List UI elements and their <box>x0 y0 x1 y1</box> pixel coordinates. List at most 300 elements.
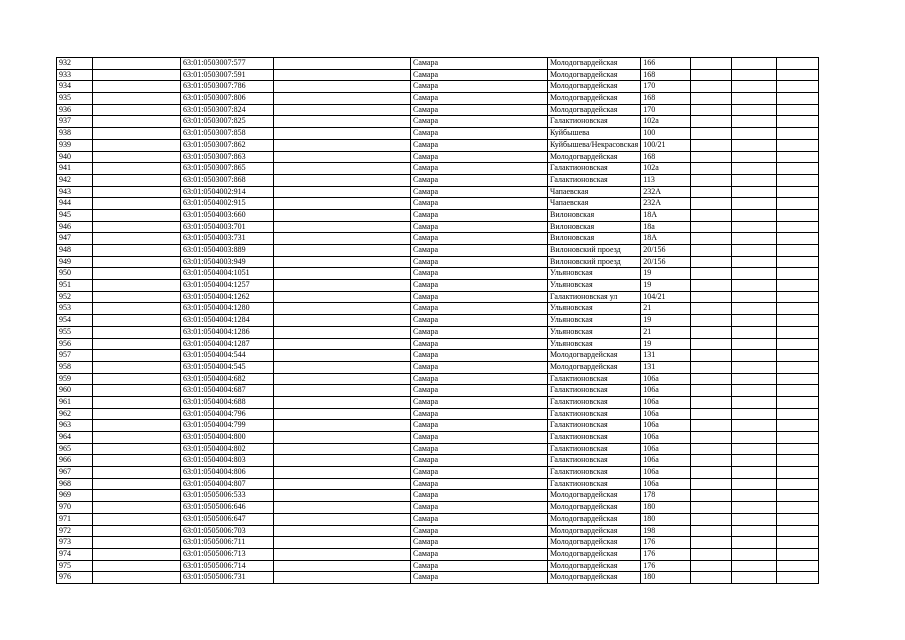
empty-cell <box>93 560 181 572</box>
table-row <box>57 209 819 221</box>
house-number-cell: 131 <box>641 361 691 373</box>
empty-cell <box>777 245 819 257</box>
empty-cell <box>93 361 181 373</box>
empty-cell <box>93 104 181 116</box>
row-number-cell: 950 <box>57 268 93 280</box>
house-number-cell: 168 <box>641 93 691 105</box>
empty-cell <box>691 116 732 128</box>
cadastral-number-cell: 63:01:0504004:545 <box>181 361 274 373</box>
empty-cell <box>274 361 411 373</box>
house-number-cell: 20/156 <box>641 256 691 268</box>
empty-cell <box>691 361 732 373</box>
house-number-cell: 131 <box>641 350 691 362</box>
empty-cell <box>93 513 181 525</box>
empty-cell <box>732 490 777 502</box>
empty-cell <box>274 128 411 140</box>
row-number-cell: 953 <box>57 303 93 315</box>
empty-cell <box>732 537 777 549</box>
house-number-cell: 232А <box>641 198 691 210</box>
street-cell: Молодогвардейская <box>548 69 641 81</box>
empty-cell <box>93 420 181 432</box>
empty-cell <box>691 104 732 116</box>
empty-cell <box>93 58 181 70</box>
street-cell: Галактионовская <box>548 420 641 432</box>
empty-cell <box>274 139 411 151</box>
city-cell: Самара <box>411 116 548 128</box>
empty-cell <box>93 443 181 455</box>
street-cell: Ульяновская <box>548 268 641 280</box>
row-number-cell: 944 <box>57 198 93 210</box>
street-cell: Молодогвардейская <box>548 525 641 537</box>
empty-cell <box>93 373 181 385</box>
street-cell: Галактионовская <box>548 455 641 467</box>
empty-cell <box>732 502 777 514</box>
empty-cell <box>732 385 777 397</box>
house-number-cell: 198 <box>641 525 691 537</box>
street-cell: Молодогвардейская <box>548 361 641 373</box>
empty-cell <box>732 373 777 385</box>
empty-cell <box>93 490 181 502</box>
table-row <box>57 139 819 151</box>
empty-cell <box>732 163 777 175</box>
table-row <box>57 490 819 502</box>
table-row <box>57 467 819 479</box>
empty-cell <box>777 233 819 245</box>
row-number-cell: 975 <box>57 560 93 572</box>
empty-cell <box>732 209 777 221</box>
empty-cell <box>691 198 732 210</box>
row-number-cell: 966 <box>57 455 93 467</box>
row-number-cell: 969 <box>57 490 93 502</box>
table-row <box>57 174 819 186</box>
empty-cell <box>691 455 732 467</box>
cadastral-number-cell: 63:01:0503007:824 <box>181 104 274 116</box>
empty-cell <box>732 525 777 537</box>
street-cell: Молодогвардейская <box>548 104 641 116</box>
empty-cell <box>777 396 819 408</box>
empty-cell <box>732 432 777 444</box>
row-number-cell: 946 <box>57 221 93 233</box>
street-cell: Вилоновская <box>548 221 641 233</box>
cadastral-number-cell: 63:01:0505006:711 <box>181 537 274 549</box>
empty-cell <box>274 537 411 549</box>
house-number-cell: 113 <box>641 174 691 186</box>
empty-cell <box>732 174 777 186</box>
row-number-cell: 964 <box>57 432 93 444</box>
city-cell: Самара <box>411 455 548 467</box>
empty-cell <box>93 315 181 327</box>
empty-cell <box>274 513 411 525</box>
house-number-cell: 176 <box>641 548 691 560</box>
empty-cell <box>777 163 819 175</box>
empty-cell <box>691 432 732 444</box>
empty-cell <box>274 315 411 327</box>
row-number-cell: 936 <box>57 104 93 116</box>
empty-cell <box>777 432 819 444</box>
cadastral-number-cell: 63:01:0504004:799 <box>181 420 274 432</box>
street-cell: Галактионовская <box>548 385 641 397</box>
city-cell: Самара <box>411 478 548 490</box>
empty-cell <box>777 291 819 303</box>
empty-cell <box>274 245 411 257</box>
cadastral-number-cell: 63:01:0504004:803 <box>181 455 274 467</box>
street-cell: Ульяновская <box>548 326 641 338</box>
street-cell: Галактионовская <box>548 174 641 186</box>
table-row <box>57 408 819 420</box>
empty-cell <box>691 163 732 175</box>
city-cell: Самара <box>411 209 548 221</box>
empty-cell <box>691 420 732 432</box>
empty-cell <box>777 443 819 455</box>
empty-cell <box>777 572 819 584</box>
empty-cell <box>93 198 181 210</box>
empty-cell <box>691 525 732 537</box>
table-row <box>57 537 819 549</box>
city-cell: Самара <box>411 513 548 525</box>
cadastral-number-cell: 63:01:0505006:731 <box>181 572 274 584</box>
cadastral-number-cell: 63:01:0504004:682 <box>181 373 274 385</box>
empty-cell <box>691 396 732 408</box>
city-cell: Самара <box>411 350 548 362</box>
empty-cell <box>777 221 819 233</box>
street-cell: Галактионовская <box>548 432 641 444</box>
empty-cell <box>777 315 819 327</box>
city-cell: Самара <box>411 163 548 175</box>
house-number-cell: 19 <box>641 268 691 280</box>
house-number-cell: 178 <box>641 490 691 502</box>
table-row <box>57 93 819 105</box>
street-cell: Молодогвардейская <box>548 502 641 514</box>
city-cell: Самара <box>411 256 548 268</box>
house-number-cell: 180 <box>641 572 691 584</box>
row-number-cell: 957 <box>57 350 93 362</box>
empty-cell <box>732 116 777 128</box>
empty-cell <box>274 478 411 490</box>
empty-cell <box>93 478 181 490</box>
row-number-cell: 960 <box>57 385 93 397</box>
empty-cell <box>274 350 411 362</box>
empty-cell <box>93 163 181 175</box>
house-number-cell: 19 <box>641 315 691 327</box>
table-row <box>57 69 819 81</box>
city-cell: Самара <box>411 151 548 163</box>
empty-cell <box>93 245 181 257</box>
house-number-cell: 104/21 <box>641 291 691 303</box>
empty-cell <box>732 361 777 373</box>
empty-cell <box>691 245 732 257</box>
empty-cell <box>93 350 181 362</box>
empty-cell <box>777 478 819 490</box>
empty-cell <box>691 233 732 245</box>
row-number-cell: 968 <box>57 478 93 490</box>
table-row <box>57 198 819 210</box>
row-number-cell: 976 <box>57 572 93 584</box>
street-cell: Молодогвардейская <box>548 93 641 105</box>
empty-cell <box>691 58 732 70</box>
empty-cell <box>777 104 819 116</box>
cadastral-number-cell: 63:01:0504004:802 <box>181 443 274 455</box>
street-cell: Галактионовская <box>548 373 641 385</box>
empty-cell <box>732 408 777 420</box>
empty-cell <box>274 104 411 116</box>
cadastral-number-cell: 63:01:0504002:914 <box>181 186 274 198</box>
cadastral-number-cell: 63:01:0504004:1280 <box>181 303 274 315</box>
city-cell: Самара <box>411 385 548 397</box>
table-row <box>57 478 819 490</box>
city-cell: Самара <box>411 326 548 338</box>
empty-cell <box>274 186 411 198</box>
table-row <box>57 104 819 116</box>
empty-cell <box>274 560 411 572</box>
table-row <box>57 560 819 572</box>
empty-cell <box>274 221 411 233</box>
empty-cell <box>274 58 411 70</box>
street-cell: Молодогвардейская <box>548 81 641 93</box>
table-row <box>57 128 819 140</box>
city-cell: Самара <box>411 420 548 432</box>
empty-cell <box>274 151 411 163</box>
empty-cell <box>274 385 411 397</box>
empty-cell <box>777 326 819 338</box>
empty-cell <box>732 326 777 338</box>
empty-cell <box>93 385 181 397</box>
empty-cell <box>274 326 411 338</box>
cadastral-number-cell: 63:01:0504004:544 <box>181 350 274 362</box>
cadastral-number-cell: 63:01:0503007:865 <box>181 163 274 175</box>
table-row <box>57 338 819 350</box>
cadastral-number-cell: 63:01:0504004:1051 <box>181 268 274 280</box>
row-number-cell: 967 <box>57 467 93 479</box>
empty-cell <box>274 420 411 432</box>
empty-cell <box>691 513 732 525</box>
empty-cell <box>691 572 732 584</box>
cadastral-number-cell: 63:01:0504004:807 <box>181 478 274 490</box>
empty-cell <box>732 338 777 350</box>
empty-cell <box>732 268 777 280</box>
table-row <box>57 513 819 525</box>
row-number-cell: 932 <box>57 58 93 70</box>
empty-cell <box>274 163 411 175</box>
city-cell: Самара <box>411 361 548 373</box>
cadastral-number-cell: 63:01:0504004:796 <box>181 408 274 420</box>
table-row <box>57 502 819 514</box>
city-cell: Самара <box>411 139 548 151</box>
empty-cell <box>93 186 181 198</box>
empty-cell <box>274 303 411 315</box>
row-number-cell: 939 <box>57 139 93 151</box>
empty-cell <box>732 467 777 479</box>
empty-cell <box>691 315 732 327</box>
empty-cell <box>691 338 732 350</box>
house-number-cell: 106а <box>641 396 691 408</box>
house-number-cell: 106а <box>641 443 691 455</box>
empty-cell <box>732 198 777 210</box>
city-cell: Самара <box>411 572 548 584</box>
empty-cell <box>93 455 181 467</box>
empty-cell <box>691 209 732 221</box>
empty-cell <box>732 128 777 140</box>
row-number-cell: 951 <box>57 280 93 292</box>
empty-cell <box>93 396 181 408</box>
empty-cell <box>691 478 732 490</box>
empty-cell <box>732 291 777 303</box>
house-number-cell: 106а <box>641 385 691 397</box>
empty-cell <box>777 408 819 420</box>
empty-cell <box>274 233 411 245</box>
city-cell: Самара <box>411 525 548 537</box>
empty-cell <box>777 420 819 432</box>
cadastral-number-cell: 63:01:0504004:1262 <box>181 291 274 303</box>
empty-cell <box>93 432 181 444</box>
cadastral-number-cell: 63:01:0505006:703 <box>181 525 274 537</box>
table-row <box>57 186 819 198</box>
empty-cell <box>732 443 777 455</box>
empty-cell <box>732 315 777 327</box>
empty-cell <box>691 268 732 280</box>
empty-cell <box>274 548 411 560</box>
empty-cell <box>732 104 777 116</box>
street-cell: Молодогвардейская <box>548 350 641 362</box>
empty-cell <box>777 467 819 479</box>
house-number-cell: 106а <box>641 455 691 467</box>
empty-cell <box>777 560 819 572</box>
cadastral-number-cell: 63:01:0504003:949 <box>181 256 274 268</box>
empty-cell <box>93 81 181 93</box>
empty-cell <box>274 502 411 514</box>
table-row <box>57 280 819 292</box>
empty-cell <box>691 256 732 268</box>
house-number-cell: 180 <box>641 502 691 514</box>
cadastral-number-cell: 63:01:0504004:1284 <box>181 315 274 327</box>
cadastral-number-cell: 63:01:0503007:863 <box>181 151 274 163</box>
city-cell: Самара <box>411 104 548 116</box>
empty-cell <box>732 58 777 70</box>
house-number-cell: 232А <box>641 186 691 198</box>
city-cell: Самара <box>411 221 548 233</box>
house-number-cell: 170 <box>641 104 691 116</box>
street-cell: Вилоновская <box>548 209 641 221</box>
house-number-cell: 102а <box>641 163 691 175</box>
city-cell: Самара <box>411 280 548 292</box>
empty-cell <box>93 572 181 584</box>
city-cell: Самара <box>411 268 548 280</box>
table-row <box>57 151 819 163</box>
house-number-cell: 102а <box>641 116 691 128</box>
city-cell: Самара <box>411 58 548 70</box>
row-number-cell: 970 <box>57 502 93 514</box>
table-row <box>57 291 819 303</box>
empty-cell <box>691 560 732 572</box>
table-row <box>57 432 819 444</box>
cadastral-number-cell: 63:01:0505006:714 <box>181 560 274 572</box>
row-number-cell: 934 <box>57 81 93 93</box>
empty-cell <box>777 303 819 315</box>
row-number-cell: 942 <box>57 174 93 186</box>
empty-cell <box>274 69 411 81</box>
table-row <box>57 245 819 257</box>
row-number-cell: 973 <box>57 537 93 549</box>
cadastral-number-cell: 63:01:0504004:1257 <box>181 280 274 292</box>
street-cell: Молодогвардейская <box>548 58 641 70</box>
empty-cell <box>274 525 411 537</box>
house-number-cell: 168 <box>641 151 691 163</box>
empty-cell <box>732 478 777 490</box>
table-row <box>57 420 819 432</box>
empty-cell <box>732 186 777 198</box>
table-row <box>57 315 819 327</box>
city-cell: Самара <box>411 338 548 350</box>
row-number-cell: 935 <box>57 93 93 105</box>
empty-cell <box>777 513 819 525</box>
street-cell: Молодогвардейская <box>548 548 641 560</box>
empty-cell <box>274 256 411 268</box>
empty-cell <box>93 408 181 420</box>
city-cell: Самара <box>411 174 548 186</box>
empty-cell <box>732 280 777 292</box>
empty-cell <box>777 186 819 198</box>
empty-cell <box>732 560 777 572</box>
empty-cell <box>777 490 819 502</box>
row-number-cell: 947 <box>57 233 93 245</box>
empty-cell <box>777 139 819 151</box>
empty-cell <box>93 280 181 292</box>
table-row <box>57 350 819 362</box>
street-cell: Галактионовская <box>548 396 641 408</box>
empty-cell <box>777 502 819 514</box>
empty-cell <box>274 198 411 210</box>
empty-cell <box>777 58 819 70</box>
empty-cell <box>691 326 732 338</box>
empty-cell <box>732 139 777 151</box>
cadastral-number-cell: 63:01:0505006:647 <box>181 513 274 525</box>
empty-cell <box>274 81 411 93</box>
street-cell: Молодогвардейская <box>548 490 641 502</box>
city-cell: Самара <box>411 443 548 455</box>
row-number-cell: 954 <box>57 315 93 327</box>
city-cell: Самара <box>411 432 548 444</box>
row-number-cell: 933 <box>57 69 93 81</box>
table-body <box>57 58 819 584</box>
empty-cell <box>777 455 819 467</box>
cadastral-number-cell: 63:01:0504003:889 <box>181 245 274 257</box>
empty-cell <box>777 361 819 373</box>
house-number-cell: 106а <box>641 373 691 385</box>
street-cell: Вилоновский проезд <box>548 245 641 257</box>
cadastral-number-cell: 63:01:0503007:806 <box>181 93 274 105</box>
empty-cell <box>93 93 181 105</box>
house-number-cell: 106а <box>641 420 691 432</box>
empty-cell <box>732 396 777 408</box>
row-number-cell: 941 <box>57 163 93 175</box>
cadastral-number-cell: 63:01:0505006:713 <box>181 548 274 560</box>
house-number-cell: 18А <box>641 233 691 245</box>
empty-cell <box>691 548 732 560</box>
street-cell: Вилоновская <box>548 233 641 245</box>
empty-cell <box>93 209 181 221</box>
empty-cell <box>777 69 819 81</box>
row-number-cell: 938 <box>57 128 93 140</box>
empty-cell <box>777 373 819 385</box>
empty-cell <box>691 186 732 198</box>
empty-cell <box>732 350 777 362</box>
empty-cell <box>274 174 411 186</box>
cadastral-number-cell: 63:01:0504004:1286 <box>181 326 274 338</box>
row-number-cell: 974 <box>57 548 93 560</box>
empty-cell <box>777 537 819 549</box>
empty-cell <box>777 350 819 362</box>
table-row <box>57 163 819 175</box>
empty-cell <box>777 256 819 268</box>
